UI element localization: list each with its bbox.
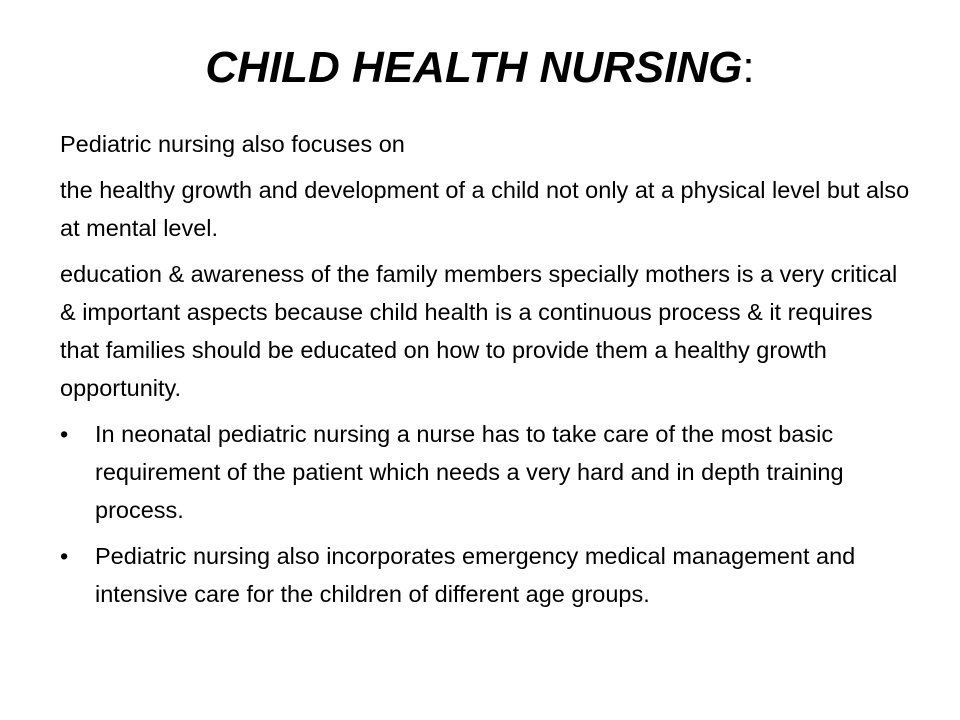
body-paragraph-education: education & awareness of the family members specially mothers is a very critical & important aspects because child health is a continuous process & it requires that families should be educated on how to provide them a healthy growth opportunity. — [60, 261, 898, 401]
bullet-text-neonatal: In neonatal pediatric nursing a nurse has to take care of the most basic requirement of the patient which needs a very hard and in depth training process. — [95, 421, 844, 523]
bullet-dot-icon: • — [60, 421, 69, 447]
slide-title-colon: : — [742, 43, 755, 92]
slide-title-text: CHILD HEALTH NURSING — [205, 43, 743, 92]
slide-body — [60, 125, 910, 621]
slide-title — [0, 38, 960, 98]
body-paragraph-growth: the healthy growth and development of a child not only at a physical level but also at mental level. — [60, 177, 910, 241]
body-paragraph-intro: Pediatric nursing also focuses on — [60, 131, 405, 157]
bullet-item-emergency — [60, 537, 910, 613]
bullet-dot-icon: • — [60, 543, 69, 569]
bullet-item-neonatal — [60, 415, 910, 529]
bullet-text-emergency: Pediatric nursing also incorporates emergency medical management and intensive care for the children of different age groups. — [95, 543, 856, 607]
